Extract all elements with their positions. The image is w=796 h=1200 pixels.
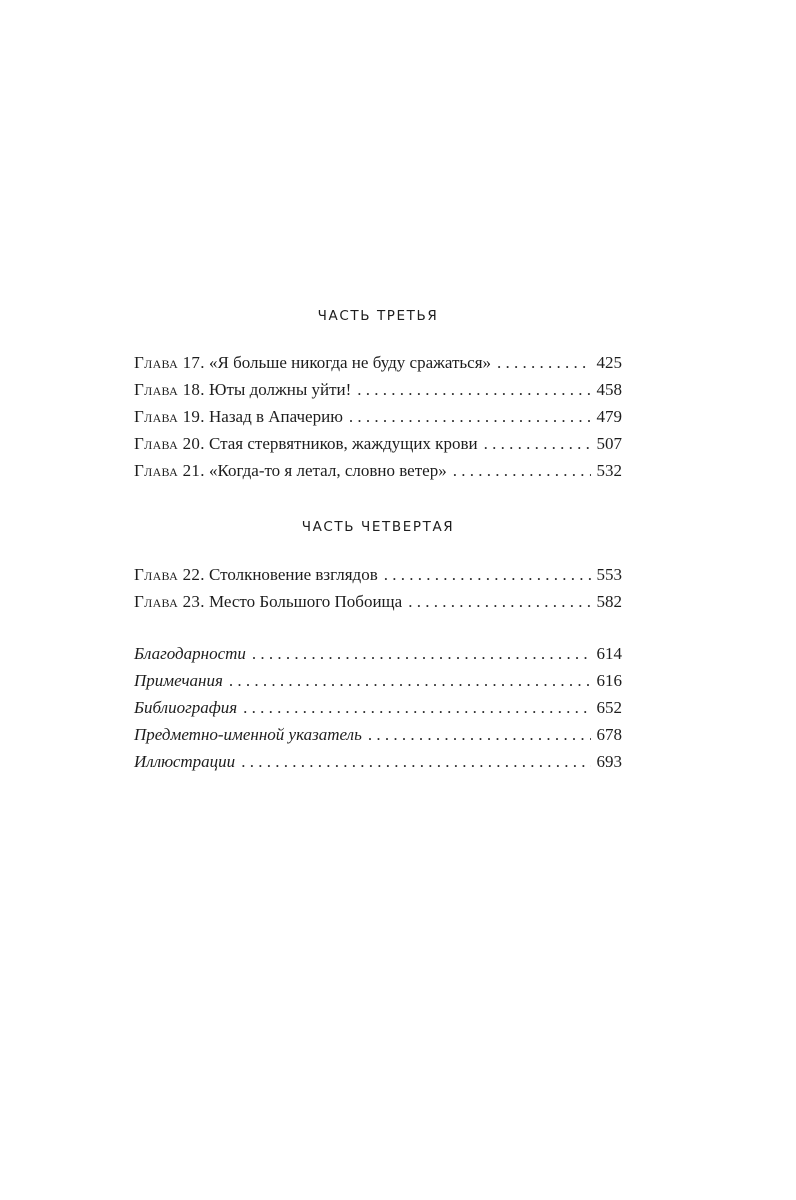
dot-leader xyxy=(229,667,591,694)
page-number: 693 xyxy=(596,752,622,771)
dot-leader xyxy=(357,376,590,403)
part-four-heading: ЧАСТЬ ЧЕТВЕРТАЯ xyxy=(301,519,455,535)
page-number: 678 xyxy=(596,725,622,744)
chapter-title: Место Большого Побоища xyxy=(209,592,403,611)
toc-entry-bibliography[interactable] xyxy=(134,694,622,721)
dot-leader xyxy=(241,748,590,775)
entry-title: Предметно-именной указатель xyxy=(134,725,362,744)
dot-leader xyxy=(368,721,591,748)
chapter-label: Глава 23. xyxy=(134,592,205,611)
toc-entry-chapter-21[interactable] xyxy=(134,457,622,484)
chapter-title: «Когда-то я летал, словно ветер» xyxy=(209,461,447,480)
toc-entry-notes[interactable] xyxy=(134,667,622,694)
page-number: 507 xyxy=(596,434,622,453)
page-number: 652 xyxy=(596,698,622,717)
page-number: 532 xyxy=(596,461,622,480)
dot-leader xyxy=(252,640,591,667)
chapter-label: Глава 19. xyxy=(134,407,205,426)
entry-title: Библиография xyxy=(134,698,238,717)
entry-title: Благодарности xyxy=(134,644,246,663)
chapter-label: Глава 21. xyxy=(134,461,205,480)
dot-leader xyxy=(384,561,591,588)
toc-entry-chapter-18[interactable] xyxy=(134,376,622,403)
toc-entry-illustrations[interactable] xyxy=(134,748,622,775)
dot-leader xyxy=(408,588,590,615)
toc-entry-chapter-22[interactable] xyxy=(134,561,622,588)
toc-entry-chapter-20[interactable] xyxy=(134,430,622,457)
page-number: 616 xyxy=(596,671,622,690)
chapter-title: Назад в Апачерию xyxy=(209,407,343,426)
dot-leader xyxy=(453,457,591,484)
dot-leader xyxy=(349,403,591,430)
toc-entry-index[interactable] xyxy=(134,721,622,748)
toc-entry-chapter-19[interactable] xyxy=(134,403,622,430)
part-three-heading: ЧАСТЬ ТРЕТЬЯ xyxy=(317,308,439,324)
page-number: 553 xyxy=(596,565,622,584)
chapter-label: Глава 22. xyxy=(134,565,205,584)
toc-entry-chapter-17[interactable] xyxy=(134,349,622,376)
appendix-list xyxy=(134,640,622,775)
dot-leader xyxy=(497,349,590,376)
chapter-label: Глава 17. xyxy=(134,353,205,372)
entry-title: Примечания xyxy=(134,671,223,690)
chapter-title: Столкновение взглядов xyxy=(209,565,378,584)
chapter-label: Глава 18. xyxy=(134,380,205,399)
page-number: 479 xyxy=(596,407,622,426)
page-number: 582 xyxy=(596,592,622,611)
toc-entry-chapter-23[interactable] xyxy=(134,588,622,615)
page-number: 614 xyxy=(596,644,622,663)
chapter-label: Глава 20. xyxy=(134,434,205,453)
chapter-title: «Я больше никогда не буду сражаться» xyxy=(209,353,492,372)
chapter-title: Стая стервятников, жаждущих крови xyxy=(209,434,478,453)
table-of-contents xyxy=(134,296,622,775)
chapter-title: Юты должны уйти! xyxy=(209,380,352,399)
page-number: 458 xyxy=(596,380,622,399)
part-three-chapters xyxy=(134,349,622,484)
entry-title: Иллюстрации xyxy=(134,752,236,771)
toc-entry-acknowledgements[interactable] xyxy=(134,640,622,667)
dot-leader xyxy=(484,430,591,457)
page-number: 425 xyxy=(596,353,622,372)
part-four-chapters xyxy=(134,561,622,615)
dot-leader xyxy=(243,694,590,721)
